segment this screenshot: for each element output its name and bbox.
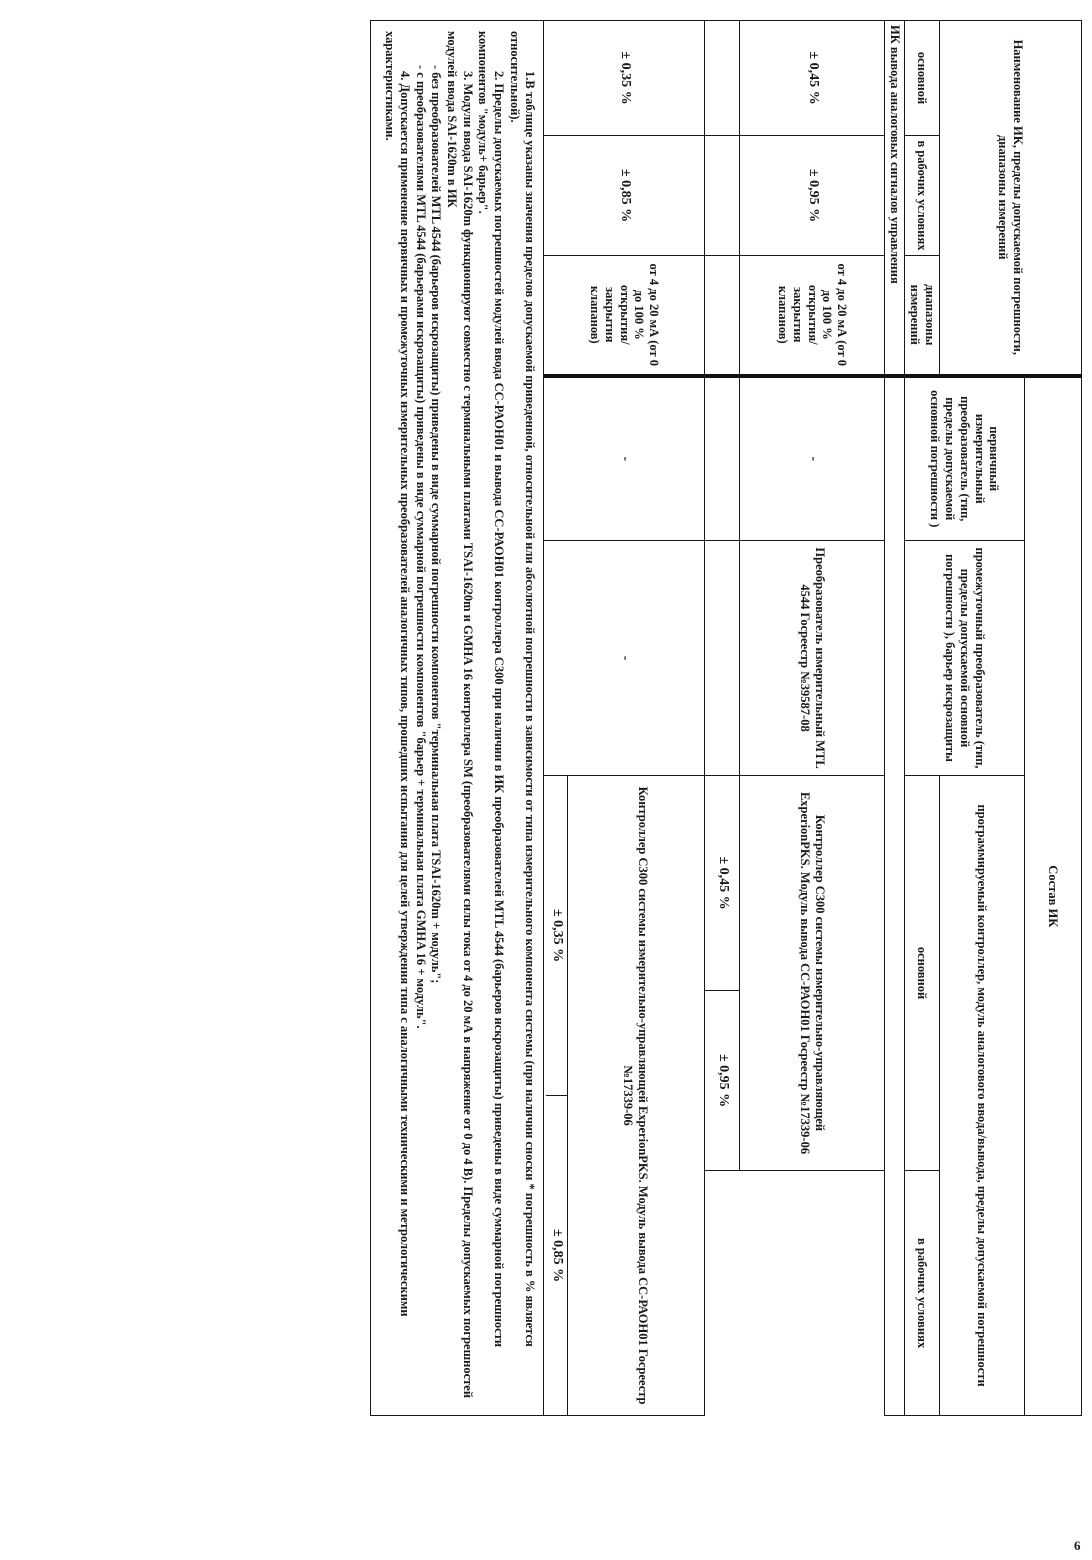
header-ctrl-basic: основной <box>905 776 940 1171</box>
row1-ctrl-in-work: ± 0,95 % <box>705 991 740 1171</box>
row2-in-work: ± 0,85 % <box>544 136 705 256</box>
header-primary: первичный измерительный преобразователь (тип, пределы допускаемой основной погрешности ) <box>905 376 1025 541</box>
row1-primary: - <box>740 376 885 541</box>
row1-basic: ± 0,45 % <box>740 21 885 136</box>
row2-intermediate: - <box>544 541 705 776</box>
notes-block <box>371 21 544 1416</box>
header-intermediate: промежуточный преобразователь (тип, пределы допускаемой основной погрешности ), барьер искрозащиты <box>905 541 1025 776</box>
row2-range: от 4 до 20 мА (от 0 до 100 % открытия/закрытия клапанов) <box>544 256 705 376</box>
row1-blank-4 <box>705 376 740 541</box>
row2-ctrl-basic: ± 0,35 % <box>549 908 565 963</box>
header-basic: основной <box>905 21 940 136</box>
ik-table <box>370 20 1082 1416</box>
header-in-work: в рабочих условиях <box>905 136 940 256</box>
row2-basic: ± 0,35 % <box>544 21 705 136</box>
page-number: 6 <box>1074 1538 1081 1553</box>
row1-blank-5 <box>705 541 740 776</box>
row2-controller-cell <box>544 776 705 1416</box>
row1-range: от 4 до 20 мА (от 0 до 100 % открытия/закрытия клапанов) <box>740 256 885 376</box>
header-composition: Состав ИК <box>1025 376 1082 1416</box>
row2-ctrl-in-work: ± 0,85 % <box>546 1095 567 1415</box>
row1-controller: Контроллер С300 системы измерительно-управляющей ExperionPKS. Модуль вывода СС-РАОН01 Госреестр №17339-06 <box>740 776 885 1171</box>
note-3b: - с преобразователями МТL 4544 (барьерами искрозащиты) приведены в виде суммарной погрешности компонентов "барьер + терминальная плата GMHA 16 + модуль". <box>413 65 428 1029</box>
note-2: 2. Пределы допускаемых погрешностей модулей ввода СС-РАОН01 и вывода СС-РАОН01 контроллера С300 при наличии в ИК преобразователей МТL 4544 (барьеров искрозащиты) приведены в виде суммарной погрешности компонентов "модуль+ барьер". <box>476 31 506 1348</box>
row2-controller: Контроллер С300 системы измерительно-управляющей ExperionPKS. Модуль вывода СС-РАОН01 Госреестр №17339-06 <box>621 786 650 1405</box>
note-3: 3. Модули ввода SAI-1620m функционируют совместно с терминальными платами TSAI-1620m и GMHA 16 контроллера SM (преобразователями силы тока от 4 до 20 мА в напряжение от 0 до 4 В). Пределы допускаемых погрешностей модулей ввода SAI-1620m в ИК <box>445 31 475 1399</box>
note-3a: - без преобразователей МТL 4544 (барьеров искрозащиты) приведены в виде суммарной погрешности компонентов "терминальная плата TSAI-1620m + модуль"; <box>429 65 444 984</box>
header-controller: программируемый контроллер, модуль аналогового ввода/вывода, пределы допускаемой погрешности <box>940 776 1025 1416</box>
section-empty <box>885 376 905 1416</box>
row1-in-work: ± 0,95 % <box>740 136 885 256</box>
header-ctrl-in-work: в рабочих условиях <box>905 1171 940 1416</box>
header-ik-name: Наименование ИК, пределы допускаемой погрешности, диапазоны измерений <box>940 21 1082 376</box>
rotated-sheet <box>232 20 1082 1415</box>
row2-primary: - <box>544 376 705 541</box>
note-1: 1.В таблице указаны значения пределов допускаемой приведенной, относительной или абсолютной погрешности в зависимости от типа измерительного компонента системы (при наличии сноски * погрешность в % является относительной). <box>507 31 538 1347</box>
note-4: 4. Допускается применение первичных и промежуточных измерительных преобразователей аналогичных типов, прошедших испытания для целей утверждения типа с аналогичными техническими и метрологическими характеристиками. <box>382 31 413 1317</box>
header-ranges: диапазоны измерений <box>905 256 940 376</box>
section-title: ИК вывода аналоговых сигналов управления <box>885 21 905 376</box>
row1-blank-3 <box>705 256 740 376</box>
row1-intermediate: Преобразователь измерительный МТL 4544 Госреестр №39587-08 <box>740 541 885 776</box>
row1-blank-1 <box>705 21 740 136</box>
row1-ctrl-basic: ± 0,45 % <box>705 776 740 991</box>
row1-blank-2 <box>705 136 740 256</box>
